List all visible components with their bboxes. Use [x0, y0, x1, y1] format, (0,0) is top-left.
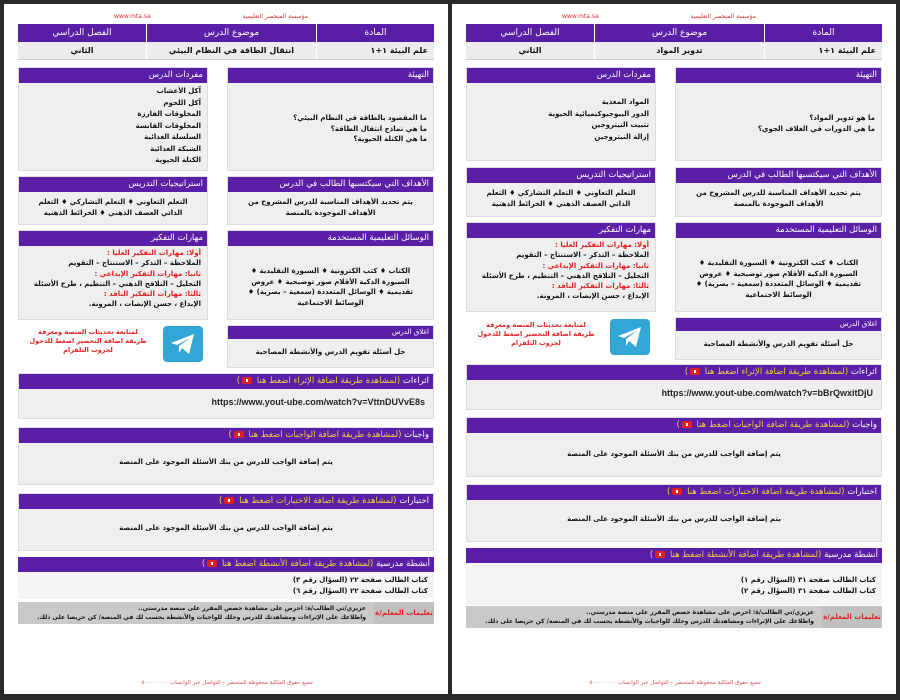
subject-column — [316, 24, 434, 60]
topic-label: موضوع الدرس — [147, 24, 316, 42]
teaching-aids-title: الوسائل التعليمية المستخدمة — [228, 231, 433, 246]
thinking-skills-section — [18, 230, 208, 320]
youtube-icon[interactable] — [242, 377, 252, 384]
thinking-text: الإبداع ، حسن الإنصات ، المرونة. — [536, 292, 649, 301]
teaching-aids-text: الكتاب ♦ كتب الكترونية ♦ السبورة التقليدية ♦ السبورة الذكية الأقلام صور توضيحية ♦ عروض تقديمية ♦ الوسائل المتعددة (سمعية – بصرية) ♦ الوسائط الاجتماعية — [247, 267, 414, 307]
topic-label: موضوع الدرس — [595, 24, 764, 42]
teaching-aids-section — [675, 222, 882, 312]
paren-close: ) — [219, 496, 223, 506]
paren-close: ) — [649, 550, 654, 560]
youtube-icon[interactable] — [224, 497, 234, 504]
homework-title: واجبات — [852, 420, 877, 430]
thinking-skills-body — [19, 246, 207, 313]
notes-line: عزيزي/تي الطالب/ة: احرص على مشاهدة حصص المقرر على منصة مدرستي.. — [585, 609, 814, 616]
vocab-term: الكتلة الحيوية — [155, 156, 201, 164]
activities-howto-link[interactable]: (لمشاهدة طريقة اضافة الأنشطة اضغط هنا — [221, 559, 374, 569]
homework-text: يتم إضافة الواجب للدرس من بنك الأسئلة الموجود على المنصة — [119, 458, 333, 466]
lesson-closing-text: حل أسئلة تقويم الدرس والأنشطة المصاحبة — [255, 348, 406, 356]
term-column — [18, 24, 146, 60]
vocab-term: آكل الأعشاب — [156, 87, 201, 95]
homework-section — [466, 417, 882, 477]
tests-section — [18, 493, 434, 551]
enrichment-header — [19, 374, 433, 389]
activities-title: أنشطة مدرسية — [376, 559, 430, 569]
strategies-text: التعلم التعاوني ♦ التعلم التشاركي ♦ التعلم الذاتي العصف الذهني ♦ الخرائط الذهنية — [38, 198, 188, 217]
strategies-title: استراتيجيات التدريس — [467, 168, 655, 183]
thinking-skills-title: مهارات التفكير — [467, 223, 655, 238]
goals-text: يتم تحديد الأهداف المناسبة للدرس المشروح من الأهداف الموجودة بالمنصة — [248, 198, 413, 217]
homework-header — [19, 428, 433, 443]
thinking-text: التحليل – التلاقح الذهني – التنظيم ، طرح الأسئلة — [33, 279, 201, 288]
strategies-section — [18, 176, 208, 225]
telegram-promo-text[interactable]: لمتابعة تحديثات المنصة ومعرفة طريقة اضافة التحضير اضغط للدخول لجروب التلقرام — [477, 321, 595, 347]
term-label: الفصل الدراسي — [466, 24, 594, 42]
strategies-text: التعلم التعاوني ♦ التعلم التشاركي ♦ التعلم الذاتي العصف الذهني ♦ الخرائط الذهنية — [486, 189, 636, 208]
vocab-term: السلسلة الغذائية — [144, 133, 201, 141]
activity-item: كتاب الطالب صفحة ٣١ (السؤال رقم ١) — [740, 576, 876, 584]
subject-column — [764, 24, 882, 60]
telegram-button[interactable] — [163, 326, 203, 362]
vocab-term: إزالة النيتروجين — [594, 132, 649, 141]
homework-title: واجبات — [404, 430, 429, 440]
thinking-heading: أولا: مهارات التفكير العليا : — [107, 249, 201, 257]
youtube-icon[interactable] — [655, 551, 665, 558]
topic-column — [146, 24, 316, 60]
youtube-icon[interactable] — [234, 431, 244, 438]
lesson-closing-title: اغلاق الدرس — [676, 318, 881, 331]
topic-value: انتقال الطاقة في النظام البيئي — [147, 42, 316, 60]
thinking-heading: أولا: مهارات التفكير العليا : — [555, 241, 649, 249]
enrichment-url[interactable]: https://www.yout-ube.com/watch?v=bBrQwxitDjU — [661, 388, 873, 398]
strategies-title: استراتيجيات التدريس — [19, 177, 207, 192]
youtube-icon[interactable] — [682, 421, 692, 428]
enrichment-section — [18, 373, 434, 419]
subject-label: المادة — [317, 24, 434, 42]
homework-howto-link[interactable]: (لمشاهدة طريقة اضافة الواجبات اضغط هنا — [248, 430, 402, 440]
youtube-icon[interactable] — [207, 560, 217, 567]
lesson-header-table — [18, 24, 434, 60]
tests-header — [467, 485, 881, 500]
warmup-body — [228, 83, 433, 148]
tests-title: اختبارات — [847, 487, 877, 497]
vocab-term: المواد المغذية — [601, 98, 649, 106]
site-link[interactable]: www.mta.sa — [114, 13, 151, 20]
thinking-skills-title: مهارات التفكير — [19, 231, 207, 246]
page-footer: جميع حقوق الملكية محفوظة للمتحضر – للتواصل عبر الواتساب ٠٥٠٠٠٠٠٠٠٠ — [138, 680, 314, 686]
subject-value: علم البيئة ١+١ — [317, 42, 434, 60]
teacher-notes — [466, 606, 882, 628]
goals-title: الأهداف التي سيكتسبها الطالب في الدرس — [228, 177, 433, 192]
activities-body — [18, 572, 434, 599]
paren-close: ) — [676, 420, 680, 430]
activities-title: أنشطة مدرسية — [824, 550, 878, 560]
thinking-heading: ثانيا: مهارات التفكير الإبداعي : — [94, 269, 201, 278]
warmup-question: ما هي الدورات في الغلاف الجوي؟ — [758, 124, 875, 133]
enrichment-url[interactable]: https://www.yout-ube.com/watch?v=VttnDUVvE8s — [211, 397, 425, 407]
teaching-aids-text: الكتاب ♦ كتب الكترونية ♦ السبورة التقليدية ♦ السبورة الذكية الأقلام صور توضيحية ♦ عروض تقديمية ♦ الوسائل المتعددة (سمعية – بصرية) ♦ الوسائط الاجتماعية — [695, 259, 862, 299]
warmup-question: ما هي الكتلة الحيوية؟ — [353, 135, 427, 143]
org-name: مؤسسة المتحضر التعليمية — [690, 13, 756, 20]
vocab-term: تثبيت النيتروجين — [591, 121, 649, 129]
subject-value: علم البيئة ١+١ — [765, 42, 882, 60]
paren-close: ) — [228, 430, 232, 440]
term-label: الفصل الدراسي — [18, 24, 146, 42]
paren-close: ) — [667, 487, 671, 497]
activity-item: كتاب الطالب صفحة ٣١ (السؤال رقم ٢) — [740, 586, 876, 595]
homework-header — [467, 418, 881, 433]
warmup-body — [676, 83, 881, 137]
thinking-text: الملاحظة – التذكر – الاستنتاج – التقويم — [68, 259, 201, 268]
thinking-text: الملاحظة – التذكر – الاستنتاج – التقويم — [516, 251, 649, 260]
vocab-title: مفردات الدرس — [19, 68, 207, 83]
teacher-notes-text — [18, 602, 374, 624]
thinking-skills-body — [467, 238, 655, 305]
vocab-section — [18, 67, 208, 171]
homework-text: يتم إضافة الواجب للدرس من بنك الأسئلة الموجود على المنصة — [567, 450, 781, 458]
activities-body — [466, 563, 882, 605]
site-link[interactable]: www.mta.sa — [562, 13, 599, 20]
warmup-section — [227, 67, 434, 171]
enrichment-header — [467, 365, 881, 380]
activities-header — [466, 548, 882, 563]
vocab-body — [467, 83, 655, 146]
thinking-heading: ثالثا: مهارات التفكير الناقد : — [103, 290, 201, 299]
lesson-closing-title: اغلاق الدرس — [228, 326, 433, 339]
goals-title: الأهداف التي سيكتسبها الطالب في الدرس — [676, 168, 881, 183]
vocab-title: مفردات الدرس — [467, 68, 655, 83]
paren-close: ) — [684, 367, 689, 377]
enrichment-title: اثراءات — [850, 367, 877, 377]
thinking-text: التحليل – التلاقح الذهني – التنظيم ، طرح الأسئلة — [481, 271, 649, 280]
vocab-term: المخلوقات الفارزة — [137, 110, 201, 118]
strategies-section — [466, 167, 656, 217]
teaching-aids-title: الوسائل التعليمية المستخدمة — [676, 223, 881, 238]
vocab-term: المخلوقات القانسة — [135, 121, 201, 130]
thinking-heading: ثالثا: مهارات التفكير الناقد : — [551, 282, 649, 291]
activities-section — [466, 548, 882, 605]
homework-howto-link[interactable]: (لمشاهدة طريقة اضافة الواجبات اضغط هنا — [696, 420, 850, 430]
enrichment-section — [466, 364, 882, 410]
goals-section — [675, 167, 882, 217]
topic-column — [594, 24, 764, 60]
lesson-closing-section — [675, 317, 882, 360]
activity-item: كتاب الطالب صفحة ٢٢ (السؤال رقم ٣) — [292, 576, 428, 584]
paren-close: ) — [201, 559, 206, 569]
warmup-section — [675, 67, 882, 161]
tests-text: يتم إضافة الواجب للدرس من بنك الأسئلة الموجود على المنصة — [567, 515, 781, 523]
term-value: الثاني — [18, 42, 146, 60]
activities-section — [18, 557, 434, 601]
goals-text: يتم تحديد الأهداف المناسبة للدرس المشروح من الأهداف الموجودة بالمنصة — [696, 189, 861, 208]
warmup-question: ما هو تدوير المواد؟ — [809, 114, 875, 122]
activity-item: كتاب الطالب صفحة ٢٢ (السؤال رقم ٦) — [292, 586, 428, 595]
lesson-plan-page-1 — [4, 4, 448, 694]
page-footer: جميع حقوق الملكية محفوظة للمتحضر – للتواصل عبر الواتساب ٠٥٠٠٠٠٠٠٠٠ — [586, 680, 762, 686]
warmup-question: ما هي نماذج انتقال الطاقة؟ — [330, 124, 427, 133]
org-name: مؤسسة المتحضر التعليمية — [242, 13, 308, 20]
tests-howto-link[interactable]: (لمشاهدة طريقة اضافة الاختبارات اضغط هنا — [687, 487, 845, 497]
thinking-skills-section — [466, 222, 656, 312]
tests-header — [19, 494, 433, 509]
youtube-icon[interactable] — [672, 488, 682, 495]
thinking-heading: ثانيا: مهارات التفكير الإبداعي : — [542, 261, 649, 270]
vocab-term: الشبكة الغذائية — [150, 144, 201, 153]
teaching-aids-section — [227, 230, 434, 320]
warmup-title: التهيئة — [676, 68, 881, 83]
teacher-notes-label: تعليمات المعلم/ة — [822, 606, 882, 628]
term-column — [466, 24, 594, 60]
vocab-body — [19, 83, 207, 170]
enrichment-title: اثراءات — [402, 376, 429, 386]
vocab-term: الدور البيوجيوكيميائية الحيوية — [548, 109, 649, 118]
youtube-icon[interactable] — [690, 368, 700, 375]
tests-title: اختبارات — [399, 496, 429, 506]
tests-section — [466, 484, 882, 542]
notes-line: واطلاعك على الإثراءات ومشاهدتك للدرس وحلك للواجبات والأنشطة يحسب لك في المنصة/ كن حريصا على ذلك. — [37, 614, 366, 621]
page-topline — [452, 13, 896, 23]
warmup-question: ما المقصود بالطاقة في النظام البيئي؟ — [293, 114, 427, 122]
vocab-section — [466, 67, 656, 161]
telegram-promo-text[interactable]: لمتابعة تحديثات المنصة ومعرفة طريقة اضافة التحضير اضغط للدخول لجروب التلقرام — [29, 328, 147, 354]
goals-section — [227, 176, 434, 225]
subject-label: المادة — [765, 24, 882, 42]
paren-close: ) — [236, 376, 241, 386]
notes-line: عزيزي/تي الطالب/ة: احرص على مشاهدة حصص المقرر على منصة مدرستي.. — [137, 605, 366, 612]
teacher-notes — [18, 602, 434, 624]
teacher-notes-label: تعليمات المعلم/ة — [374, 602, 434, 624]
activities-header — [18, 557, 434, 572]
warmup-title: التهيئة — [228, 68, 433, 83]
lesson-closing-section — [227, 325, 434, 368]
tests-howto-link[interactable]: (لمشاهدة طريقة اضافة الاختبارات اضغط هنا — [239, 496, 397, 506]
enrichment-howto-link[interactable]: (لمشاهدة طريقة اضافة الإثراء اضغط هنا — [256, 376, 401, 386]
page-topline — [4, 13, 448, 23]
thinking-text: الإبداع ، حسن الإنصات ، المرونة. — [88, 300, 201, 309]
teacher-notes-text — [466, 606, 822, 628]
topic-value: تدوير المواد — [595, 42, 764, 60]
telegram-icon — [170, 333, 196, 355]
lesson-header-table — [466, 24, 882, 60]
telegram-button[interactable] — [610, 319, 650, 355]
homework-section — [18, 427, 434, 485]
telegram-icon — [617, 326, 643, 348]
lesson-plan-page-2 — [452, 4, 896, 694]
term-value: الثاني — [466, 42, 594, 60]
lesson-closing-text: حل أسئلة تقويم الدرس والأنشطة المصاحبة — [703, 340, 854, 348]
activities-howto-link[interactable]: (لمشاهدة طريقة اضافة الأنشطة اضغط هنا — [669, 550, 822, 560]
notes-line: واطلاعك على الإثراءات ومشاهدتك للدرس وحلك للواجبات والأنشطة يحسب لك في المنصة/ كن حريصا على ذلك. — [485, 618, 814, 625]
vocab-term: آكل اللحوم — [163, 98, 201, 107]
tests-text: يتم إضافة الواجب للدرس من بنك الأسئلة الموجود على المنصة — [119, 524, 333, 532]
enrichment-howto-link[interactable]: (لمشاهدة طريقة اضافة الإثراء اضغط هنا — [704, 367, 849, 377]
